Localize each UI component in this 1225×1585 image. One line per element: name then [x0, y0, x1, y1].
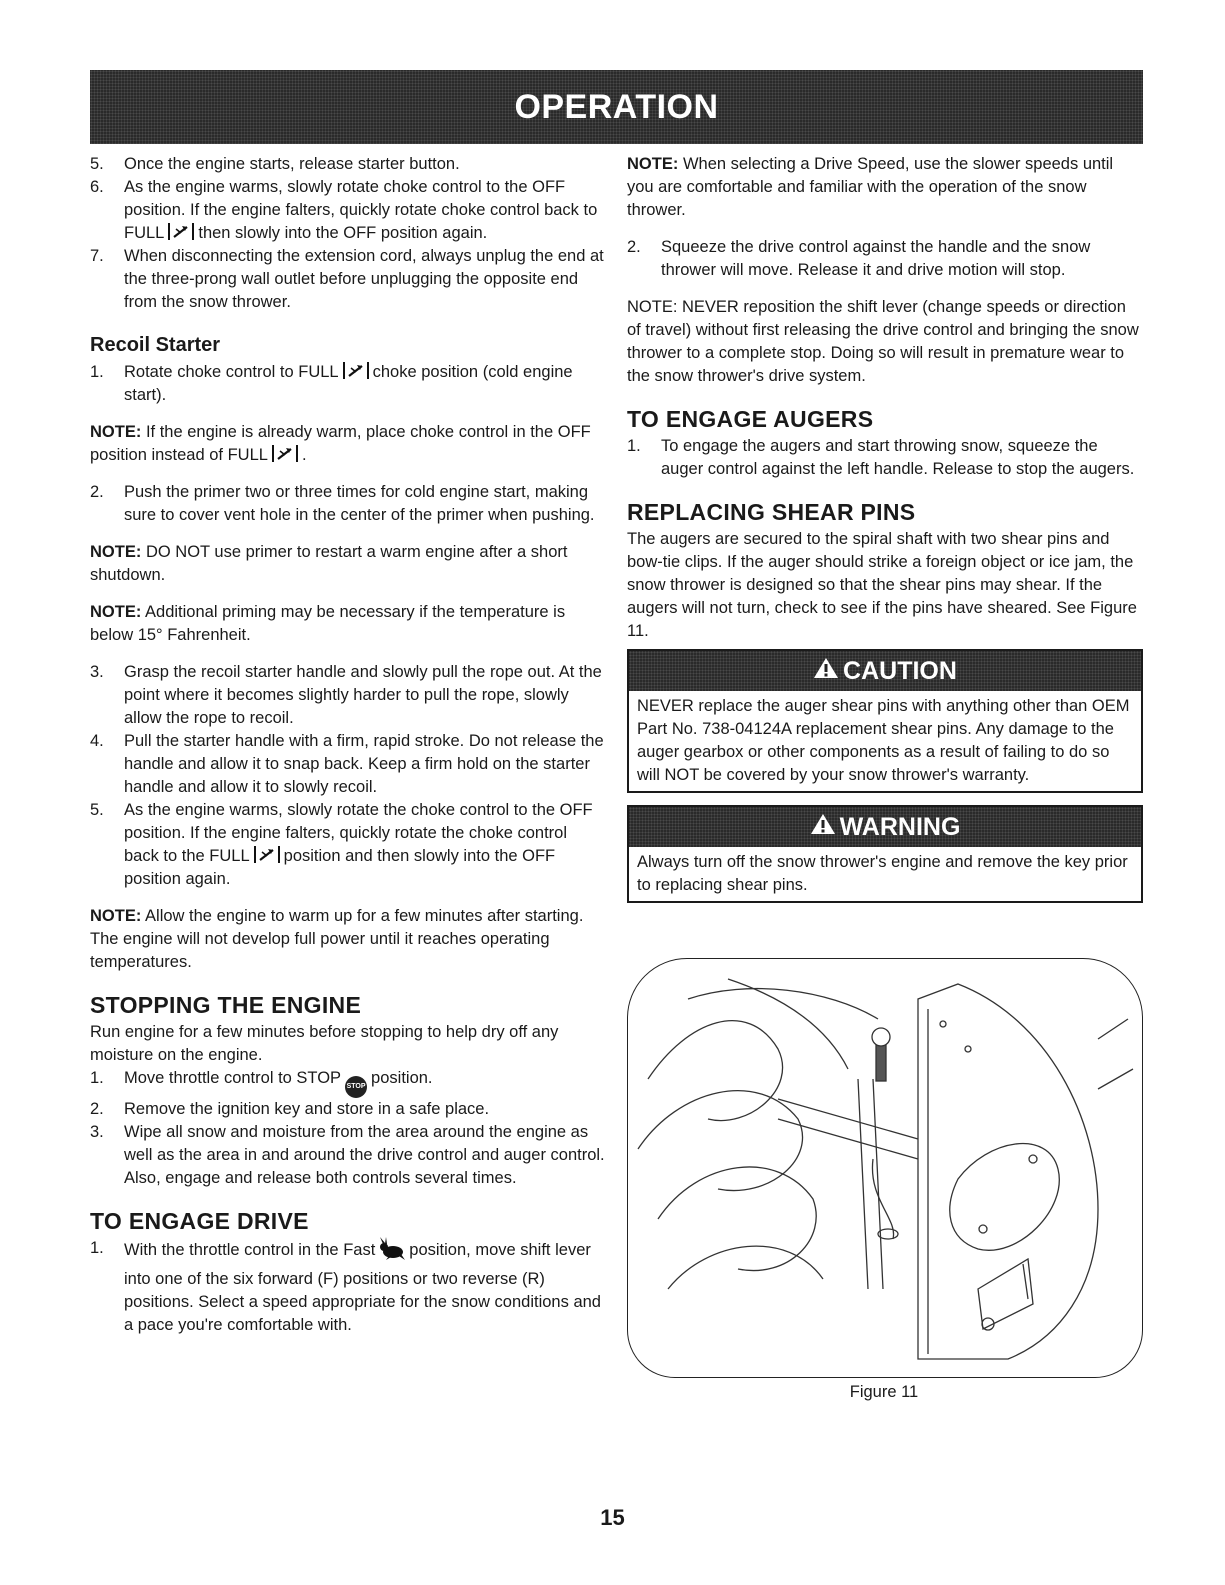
item-number: 5. [90, 801, 104, 819]
warning-header [629, 807, 1141, 847]
rabbit-fast-icon [377, 1237, 407, 1268]
list-item [90, 176, 605, 245]
item-text: As the engine warms, slowly rotate the choke control to the OFF position. If the engine falters, quickly rotate the choke control back to the FULL position and then slowly into the OFF position again. [124, 801, 593, 888]
caution-header [629, 651, 1141, 691]
item-text: To engage the augers and start throwing snow, squeeze the auger control against the left handle. Release to stop the augers. [661, 437, 1135, 478]
item-number: 3. [90, 663, 104, 681]
auger-shear-pin-drawing [628, 959, 1142, 1377]
list-item [90, 361, 605, 407]
replacing-shear-pins-heading: REPLACING SHEAR PINS [627, 499, 916, 525]
item-text: With the throttle control in the Fast position, move shift lever into one of the six forward (F) positions or two reverse (R) positions. Select a speed appropriate for the snow conditions and a pace you're comfortable with. [124, 1237, 605, 1337]
note-paragraph: NOTE: Additional priming may be necessary if the temperature is below 15° Fahrenheit. [90, 603, 566, 644]
note-paragraph: NOTE: When selecting a Drive Speed, use the slower speeds until you are comfortable and familiar with the operation of the snow thrower. [627, 155, 1114, 219]
choke-full-icon [272, 445, 298, 462]
note-paragraph: NOTE: Allow the engine to warm up for a few minutes after starting. The engine will not develop full power until it reaches operating temperatures. [90, 907, 584, 971]
section-banner [90, 70, 1143, 144]
list-item [90, 799, 605, 891]
list-item [90, 481, 605, 527]
item-number: 3. [90, 1123, 104, 1141]
engage-augers-heading: TO ENGAGE AUGERS [627, 406, 874, 432]
item-text: Squeeze the drive control against the handle and the snow thrower will move. Release it and drive motion will stop. [661, 238, 1091, 279]
alert-triangle-icon [810, 813, 836, 842]
item-text: Push the primer two or three times for cold engine start, making sure to cover vent hole in the center of the primer when pushing. [124, 483, 595, 524]
list-item [90, 730, 605, 799]
body-paragraph: The augers are secured to the spiral shaft with two shear pins and bow-tie clips. If the auger should strike a foreign object or ice jam, the snow thrower is designed so that the shear pins may shear. If the augers will not turn, check to see if the pins have sheared. See Figure 11. [627, 530, 1137, 640]
note-paragraph: NOTE: NEVER reposition the shift lever (change speeds or direction of travel) without first releasing the drive control and bringing the snow thrower to a complete stop. Doing so will result in premature wear to the snow thrower's drive system. [627, 298, 1139, 385]
list-item [90, 153, 605, 176]
item-text: Wipe all snow and moisture from the area around the engine as well as the area in and around the drive control and auger control. Also, engage and release both controls several times. [124, 1123, 605, 1187]
list-item [627, 435, 1143, 481]
caution-title: CAUTION [843, 656, 957, 685]
left-column [90, 153, 605, 1337]
list-item [90, 1237, 605, 1337]
item-text: Pull the starter handle with a firm, rapid stroke. Do not release the handle and allow it to snap back. Keep a firm hold on the starter handle and allow it to slowly recoil. [124, 732, 604, 796]
choke-full-icon [343, 362, 369, 379]
item-number: 2. [90, 483, 104, 501]
warning-title: WARNING [839, 812, 961, 841]
item-number: 1. [90, 1069, 104, 1087]
item-number: 5. [90, 155, 104, 173]
caution-text: NEVER replace the auger shear pins with anything other than OEM Part No. 738-04124A replacement shear pins. Any damage to the auger gearbox or other components as a result of failing to do so will NOT be covered by your snow thrower's warranty. [637, 697, 1130, 784]
item-number: 6. [90, 178, 104, 196]
list-item [90, 1067, 605, 1098]
page-number: 15 [600, 1505, 625, 1530]
list-item [627, 236, 1143, 282]
figure-11-illustration [627, 958, 1143, 1378]
item-text: Grasp the recoil starter handle and slowly pull the rope out. At the point where it becomes slightly harder to pull the rope, slowly allow the rope to recoil. [124, 663, 602, 727]
body-paragraph: Run engine for a few minutes before stopping to help dry off any moisture on the engine. [90, 1023, 559, 1064]
engage-drive-heading: TO ENGAGE DRIVE [90, 1208, 309, 1234]
item-text: As the engine warms, slowly rotate choke control to the OFF position. If the engine falters, quickly rotate choke control back to FULL then slowly into the OFF position again. [124, 178, 598, 242]
figure-caption: Figure 11 [849, 1383, 919, 1401]
item-text: Rotate choke control to FULL choke position (cold engine start). [124, 363, 573, 404]
item-text: Once the engine starts, release starter button. [124, 155, 460, 173]
stop-icon: STOP [345, 1076, 367, 1098]
choke-full-icon [168, 223, 194, 240]
stopping-engine-heading: STOPPING THE ENGINE [90, 992, 362, 1018]
item-number: 4. [90, 732, 104, 750]
item-number: 2. [627, 238, 641, 256]
item-number: 7. [90, 247, 104, 265]
item-text: When disconnecting the extension cord, always unplug the end at the three-prong wall outlet before unplugging the opposite end from the snow thrower. [124, 247, 604, 311]
list-item [90, 1121, 605, 1190]
list-item [90, 1098, 605, 1121]
warning-text: Always turn off the snow thrower's engine and remove the key prior to replacing shear pins. [637, 853, 1128, 894]
note-paragraph: NOTE: DO NOT use primer to restart a warm engine after a short shutdown. [90, 543, 568, 584]
choke-full-icon [254, 846, 280, 863]
item-number: 2. [90, 1100, 104, 1118]
page-title: OPERATION [514, 87, 719, 126]
right-column [627, 153, 1143, 903]
item-text: Remove the ignition key and store in a safe place. [124, 1100, 490, 1118]
warning-box [627, 805, 1143, 903]
note-paragraph: NOTE: If the engine is already warm, place choke control in the OFF position instead of FULL . [90, 423, 591, 464]
alert-triangle-icon [813, 657, 839, 686]
list-item [90, 661, 605, 730]
caution-box [627, 649, 1143, 793]
item-number: 1. [90, 1239, 104, 1257]
list-item [90, 245, 605, 314]
item-number: 1. [627, 437, 641, 455]
item-text: Move throttle control to STOP STOP position. [124, 1067, 605, 1098]
item-number: 1. [90, 363, 104, 381]
recoil-starter-heading: Recoil Starter [90, 334, 221, 356]
